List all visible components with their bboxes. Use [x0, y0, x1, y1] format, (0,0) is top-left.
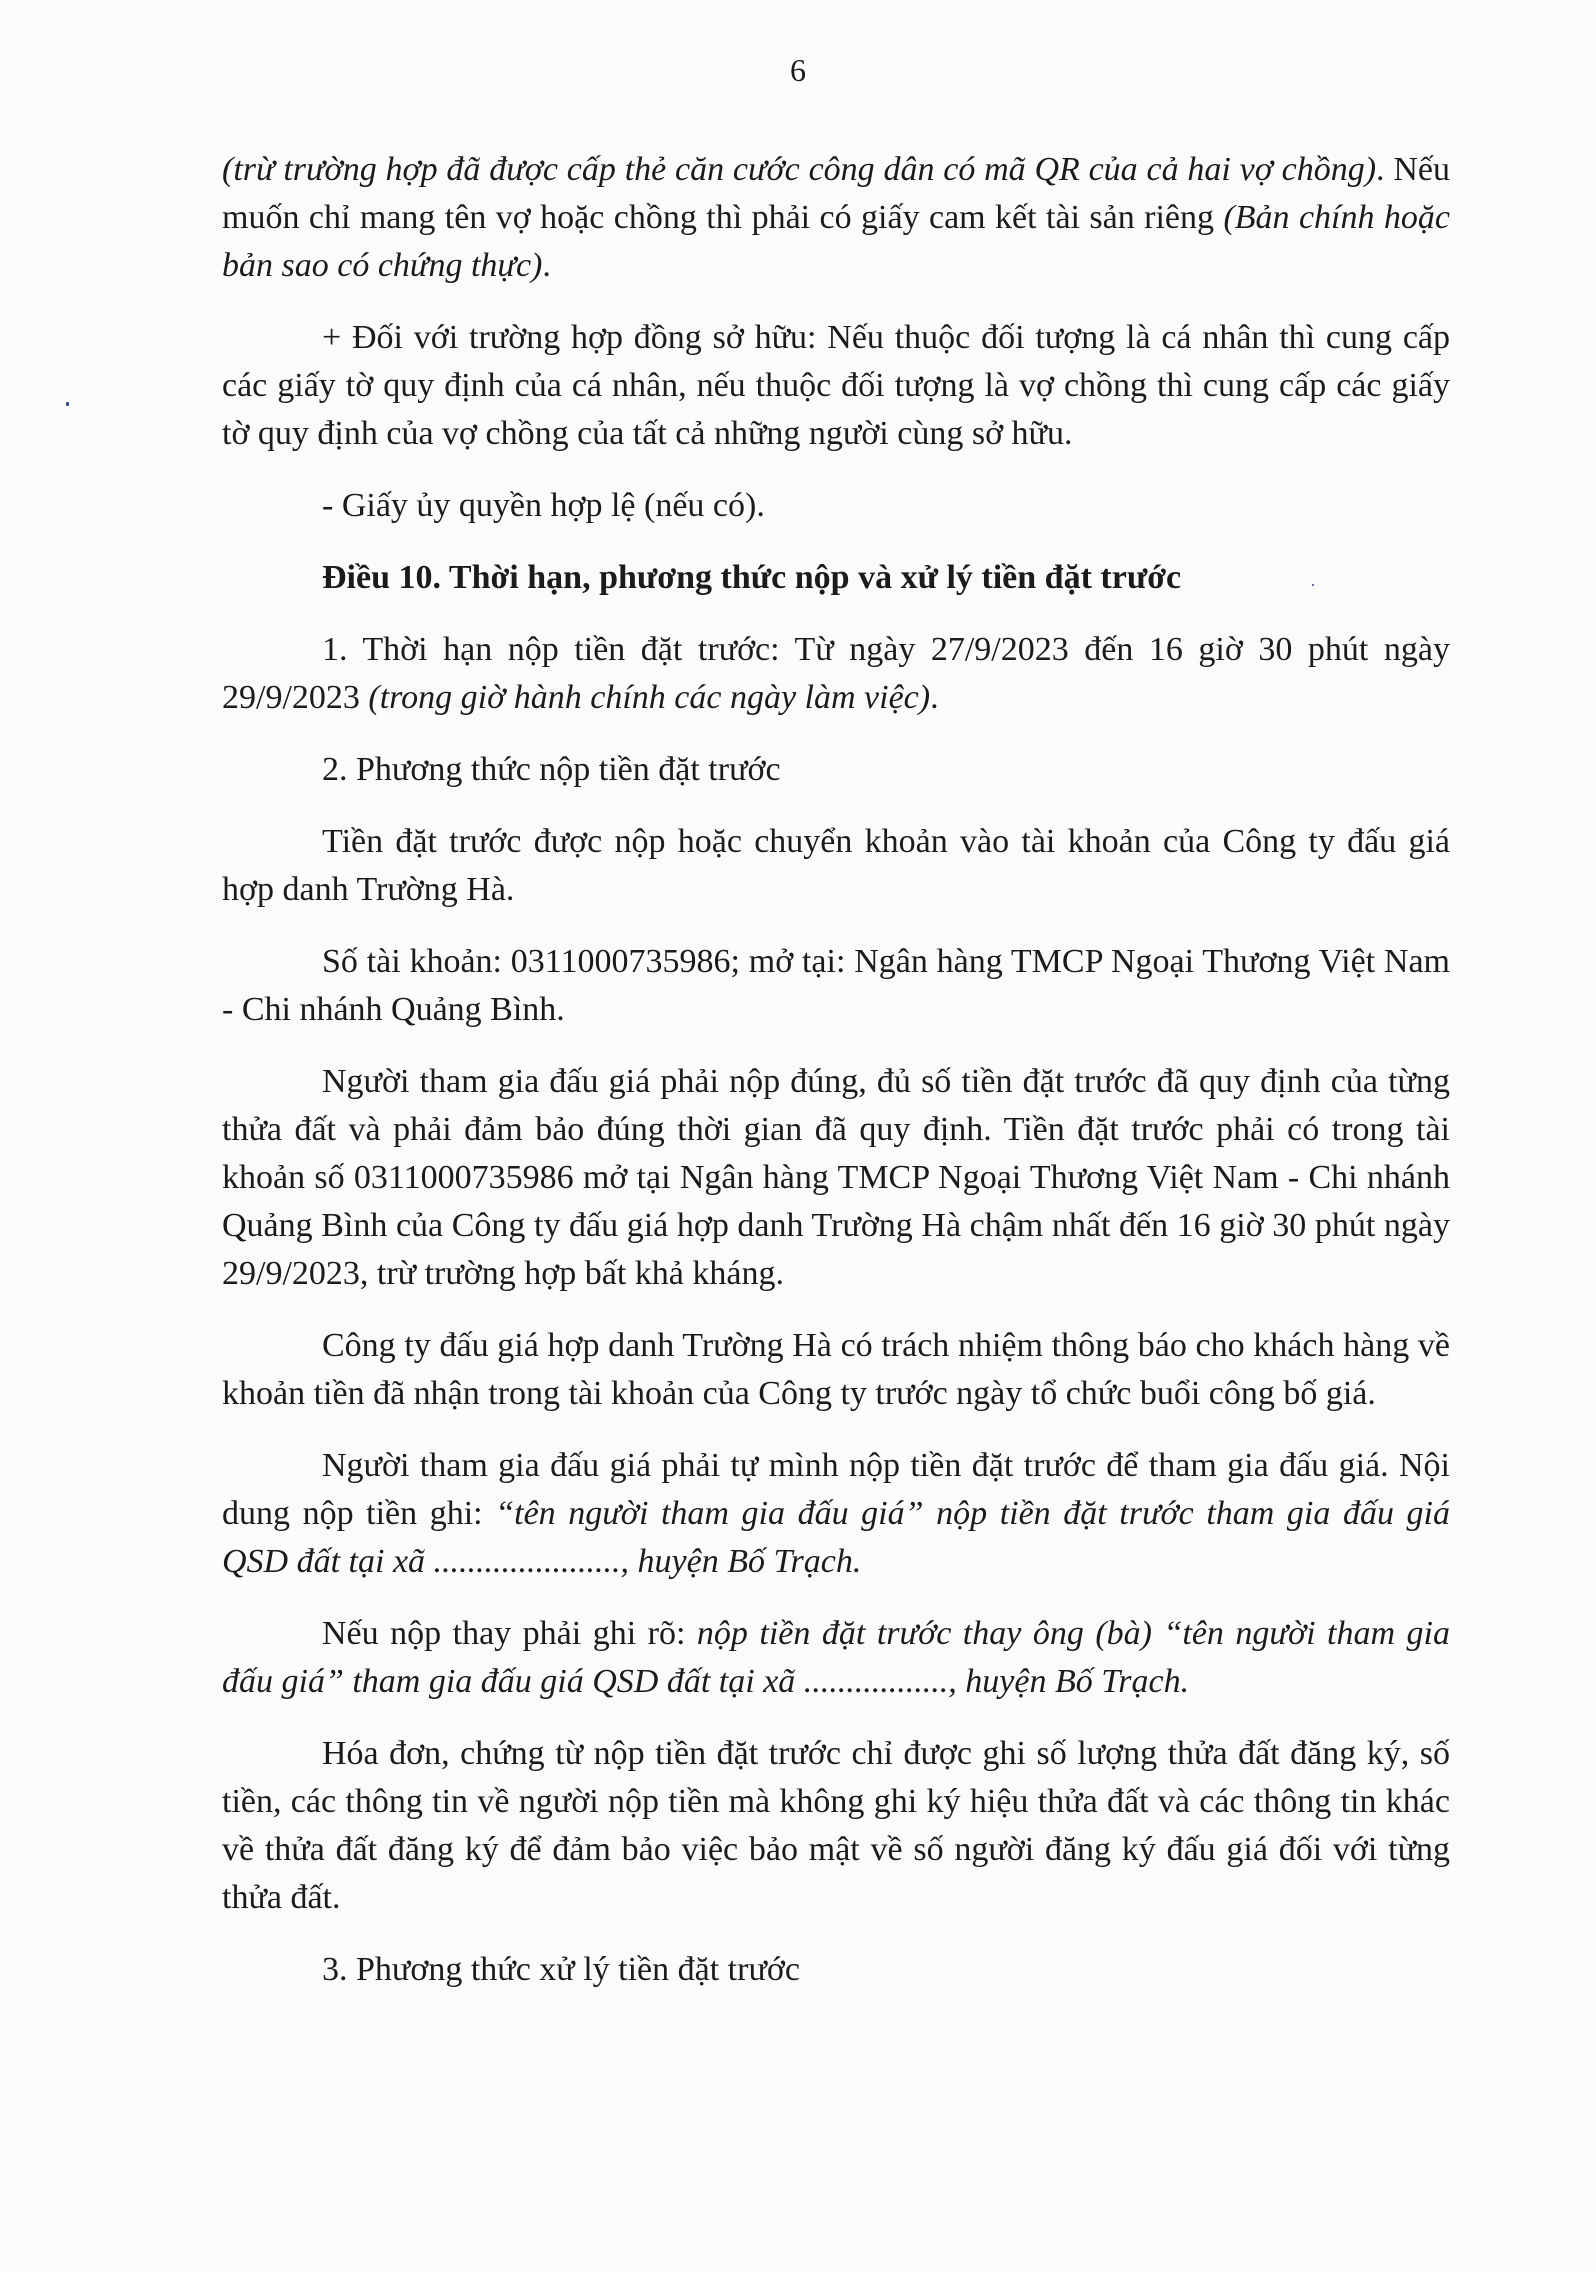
- italic-note: (Bản chính hoặc bản sao có chứng thực): [222, 199, 1450, 284]
- paragraph-account-number: Số tài khoản: 0311000735986; mở tại: Ngân hàng TMCP Ngoại Thương Việt Nam - Chi nhánh Quảng Bình.: [222, 943, 1450, 1028]
- italic-note: “tên người tham gia đấu giá” nộp tiền đặt trước tham gia đấu giá QSD đất tại xã ......................, huyện Bố Trạch.: [222, 1495, 1450, 1580]
- text-run: .: [930, 679, 939, 716]
- italic-note: (trừ trường hợp đã được cấp thẻ căn cước công dân có mã QR của cả hai vợ chồng): [222, 151, 1377, 188]
- paragraph-payment-content: [222, 1442, 1450, 1586]
- text-run: Nếu nộp thay phải ghi rõ:: [322, 1615, 697, 1652]
- paragraph-deposit-deadline: [222, 626, 1450, 722]
- text-run: . Nếu muốn chỉ mang tên vợ hoặc chồng thì phải có giấy cam kết tài sản riêng: [222, 151, 1450, 236]
- text-run: .: [542, 247, 551, 284]
- text-run: Người tham gia đấu giá phải tự mình nộp tiền đặt trước để tham gia đấu giá. Nội dung nộp tiền ghi:: [222, 1447, 1450, 1532]
- paragraph-deposit-method-title: 2. Phương thức nộp tiền đặt trước: [322, 751, 781, 788]
- text-run: 1. Thời hạn nộp tiền đặt trước: Từ ngày 27/9/2023 đến 16 giờ 30 phút ngày 29/9/2023: [222, 631, 1450, 716]
- paragraph-deposit-transfer: Tiền đặt trước được nộp hoặc chuyển khoản vào tài khoản của Công ty đấu giá hợp danh Trường Hà.: [222, 823, 1450, 908]
- italic-note: (trong giờ hành chính các ngày làm việc): [368, 679, 931, 716]
- paragraph-authorization: - Giấy ủy quyền hợp lệ (nếu có).: [322, 487, 765, 524]
- article-10-heading: Điều 10. Thời hạn, phương thức nộp và xử lý tiền đặt trước: [322, 559, 1182, 596]
- paragraph-deposit-handling-title: 3. Phương thức xử lý tiền đặt trước: [322, 1951, 800, 1988]
- italic-note: nộp tiền đặt trước thay ông (bà) “tên người tham gia đấu giá” tham gia đấu giá QSD đất tại xã ................., huyện Bố Trạch.: [222, 1615, 1450, 1700]
- paragraph-id-docs-cont: [222, 146, 1450, 290]
- paragraph-co-ownership: + Đối với trường hợp đồng sở hữu: Nếu thuộc đối tượng là cá nhân thì cung cấp các giấy tờ quy định của cá nhân, nếu thuộc đối tượng là vợ chồng thì cung cấp các giấy tờ quy định của vợ chồng của tất cả những người cùng sở hữu.: [222, 319, 1450, 452]
- paragraph-notification: Công ty đấu giá hợp danh Trường Hà có trách nhiệm thông báo cho khách hàng về khoản tiền đã nhận trong tài khoản của Công ty trước ngày tổ chức buổi công bố giá.: [222, 1327, 1450, 1412]
- page-number: 6: [790, 52, 806, 88]
- paragraph-invoice-rules: Hóa đơn, chứng từ nộp tiền đặt trước chỉ được ghi số lượng thửa đất đăng ký, số tiền, các thông tin về người nộp tiền mà không ghi ký hiệu thửa đất và các thông tin khác về thửa đất đăng ký để đảm bảo việc bảo mật về số người đăng ký đấu giá đối với từng thửa đất.: [222, 1735, 1450, 1916]
- document-body: [222, 146, 1450, 2018]
- scan-speck: [66, 402, 69, 406]
- paragraph-proxy-payment: [222, 1610, 1450, 1706]
- paragraph-deposit-requirements: Người tham gia đấu giá phải nộp đúng, đủ số tiền đặt trước đã quy định của từng thửa đất và phải đảm bảo đúng thời gian đã quy định. Tiền đặt trước phải có trong tài khoản số 0311000735986 mở tại Ngân hàng TMCP Ngoại Thương Việt Nam - Chi nhánh Quảng Bình của Công ty đấu giá hợp danh Trường Hà chậm nhất đến 16 giờ 30 phút ngày 29/9/2023, trừ trường hợp bất khả kháng.: [222, 1063, 1450, 1292]
